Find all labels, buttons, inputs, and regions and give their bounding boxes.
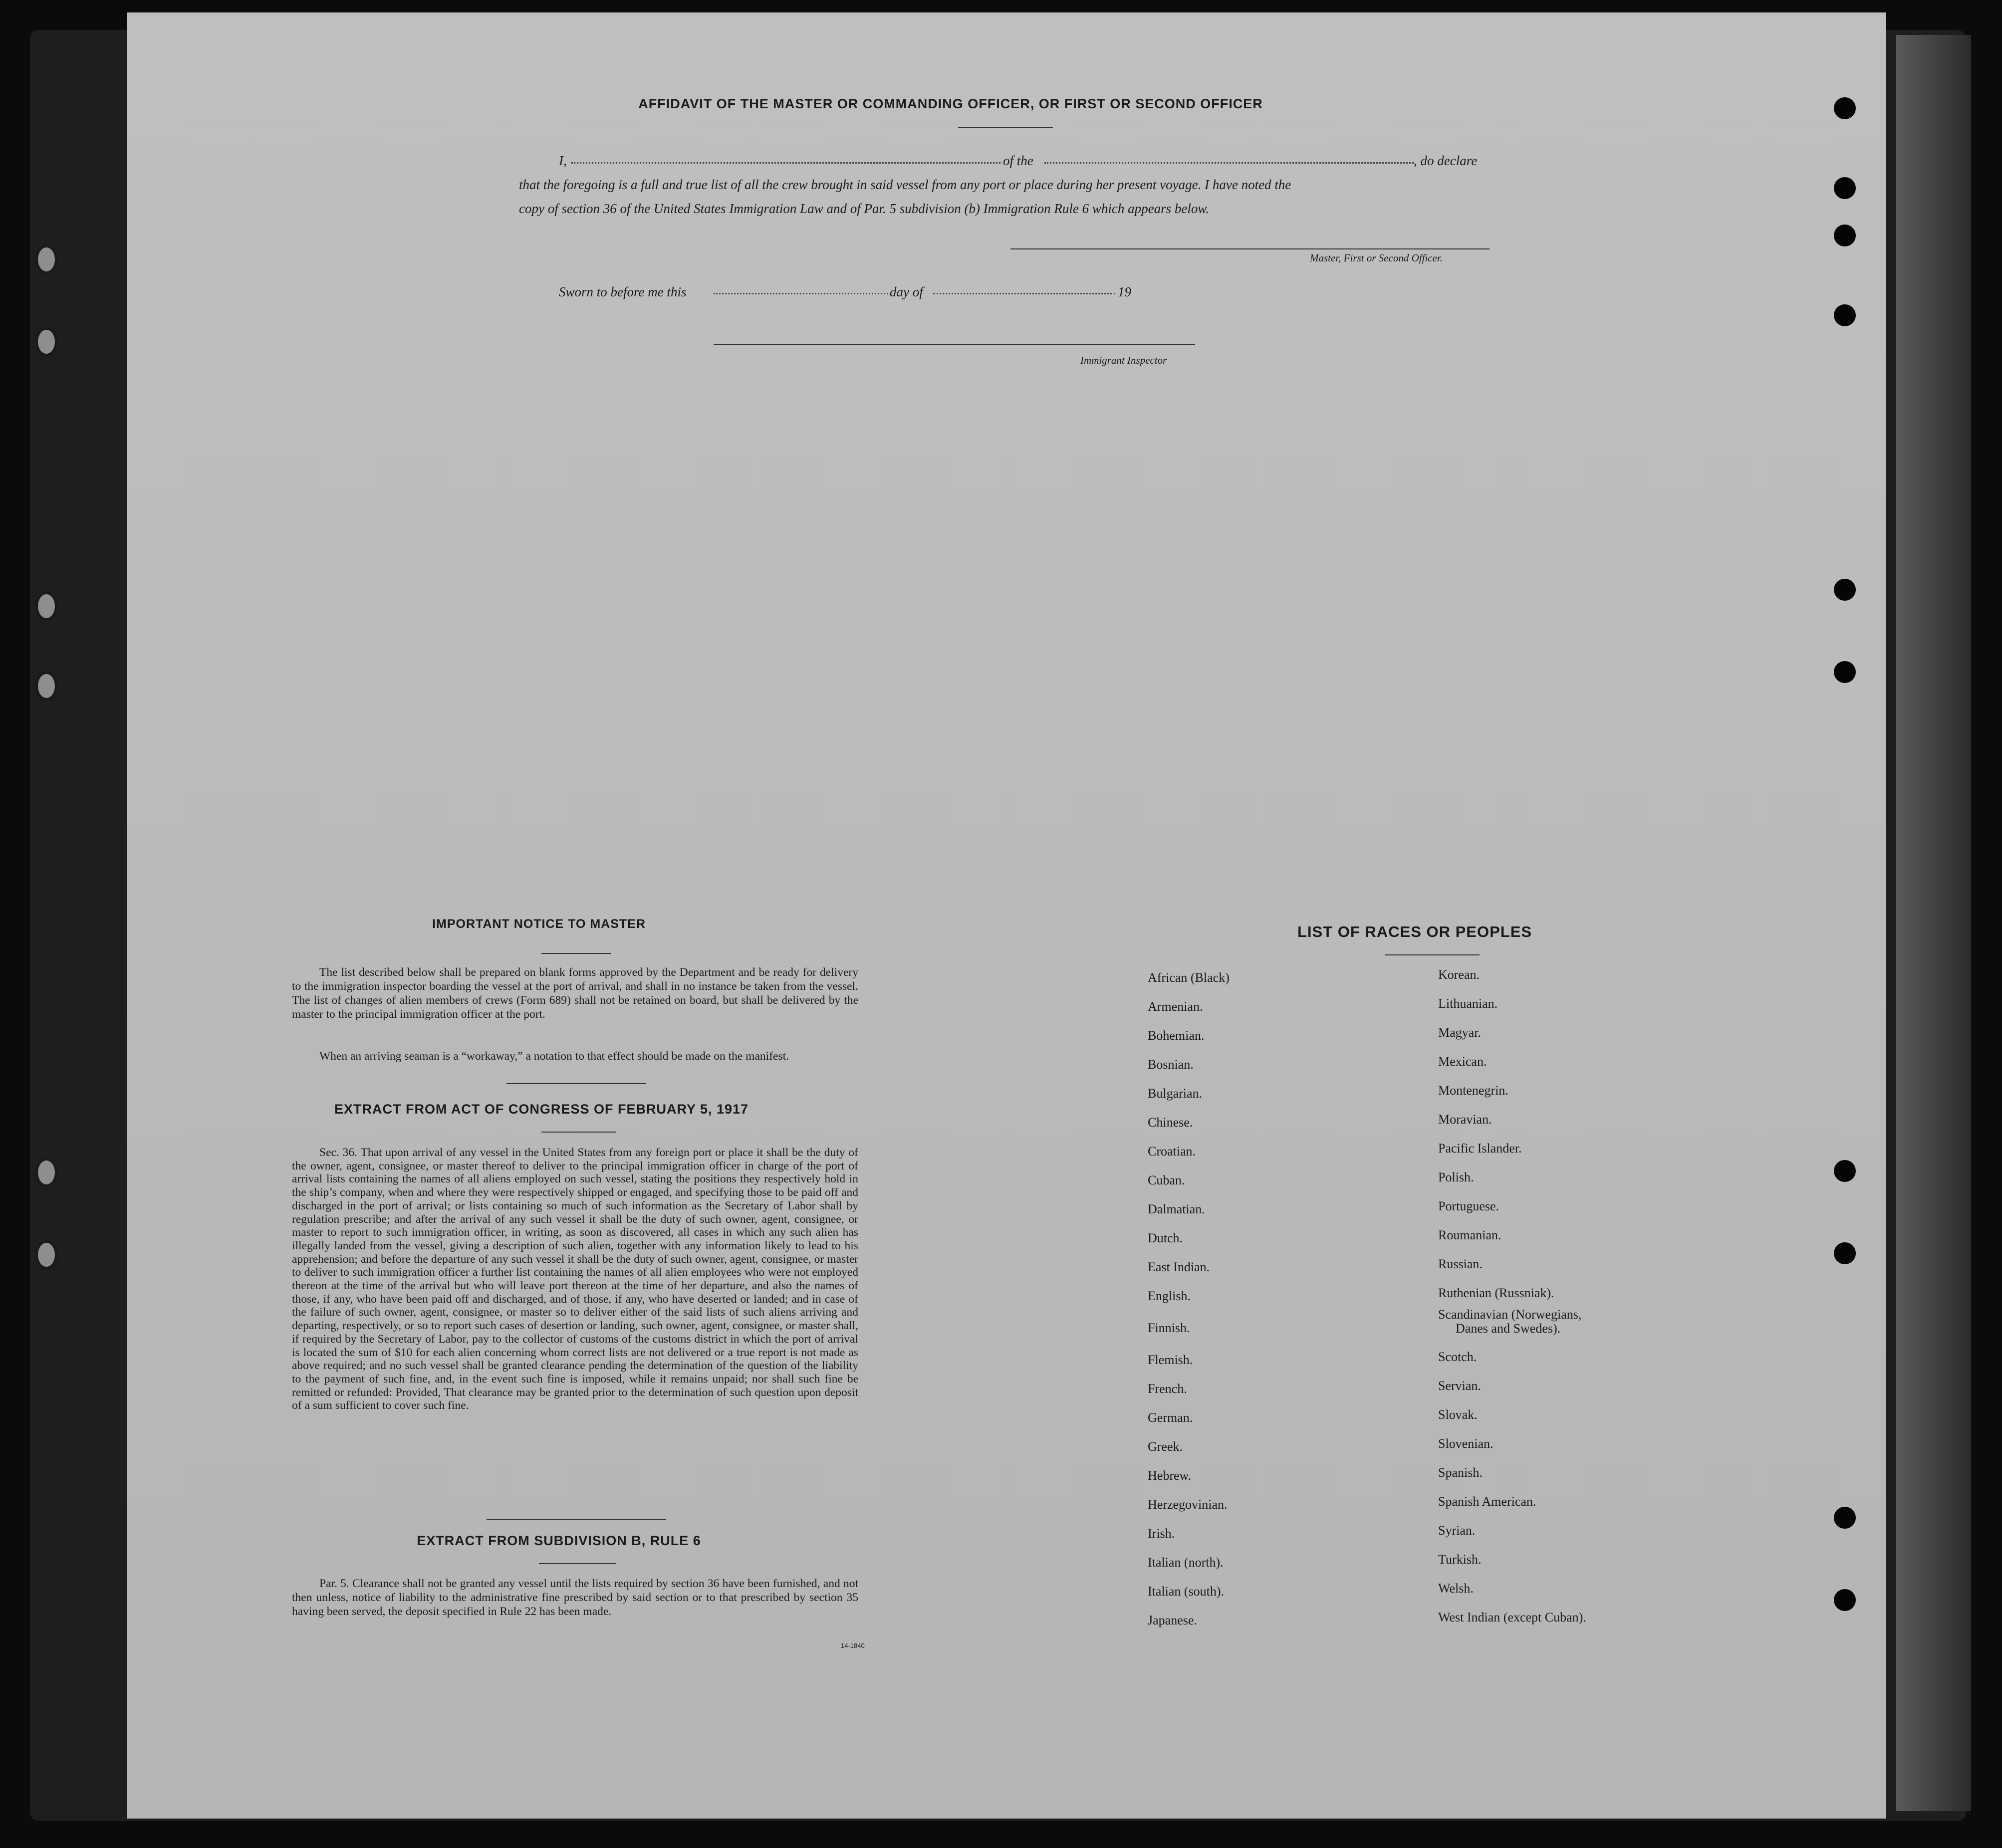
race-item: Roumanian.	[1438, 1228, 1502, 1242]
notice-paragraph-2: When an arriving seaman is a “workaway,” a notation to that effect should be made on the manifest.	[319, 1050, 789, 1063]
vessel-blank[interactable]	[1044, 162, 1414, 164]
race-item: Dutch.	[1148, 1231, 1183, 1245]
race-item: Italian (north).	[1148, 1555, 1224, 1570]
notice-divider	[541, 953, 611, 954]
sworn-day-blank[interactable]	[714, 293, 888, 294]
extract-act-body: Sec. 36. That upon arrival of any vessel in the United States from any foreign port or place it shall be the duty of the owner, agent, consignee, or master thereof to deliver to the principal immigration officer in charge of the port of arrival lists containing the names of all aliens employed on such vessel, stating the positions they respectively hold in the ship’s company, when and where they were respectively shipped or engaged, and specifying those to be paid off and discharged in the port of arrival; or lists containing so much of such information as the Secretary of Labor shall by regulation prescribe; and after the arrival of any such vessel it shall be the duty of such owner, agent, consignee, or master to report to such immigration officer, in writing, as soon as discovered, all cases in which any such alien has illegally landed from the vessel, giving a description of such alien, together with any information likely to lead to his apprehension; and before the departure of any such vessel it shall be the duty of such owner, agent, consignee, or master to deliver to such immigration officer a further list containing the names of all alien employees who were not employed thereon at the time of the arrival but who will leave port thereon at the time of her departure, and also the names of those, if any, who have been paid off and discharged, and of those, if any, who have deserted or landed; and in case of the failure of such owner, agent, consignee, or master so to deliver either of the said lists of such aliens arriving and departing, respectively, or so to report such cases of desertion or landing, such owner, agent, consignee, or master shall, if required by the Secretary of Labor, pay to the collector of customs of the customs district in which the port of arrival is located the sum of $10 for each alien concerning whom correct lists are not delivered or a true report is not made as above required; and no such vessel shall be granted clearance pending the determination of the question of the liability to the payment of such fine, and, in the event such fine is imposed, while it remains unpaid; nor shall such fine be remitted or refunded: Provided, That clearance may be granted prior to the determination of such question upon deposit of a sum sufficient to cover such fine.	[292, 1146, 858, 1412]
form-number: 14-1840	[841, 1642, 865, 1649]
extract-act-divider	[541, 1132, 616, 1133]
signature-line[interactable]	[1010, 248, 1490, 249]
race-item: Slovak.	[1438, 1407, 1478, 1422]
affidavit-line-3: copy of section 36 of the United States Immigration Law and of Par. 5 subdivision (b) Immigration Rule 6 which appears below.	[519, 201, 1210, 216]
race-item: Armenian.	[1148, 999, 1203, 1014]
race-item: Irish.	[1148, 1526, 1175, 1541]
race-item: Dalmatian.	[1148, 1202, 1205, 1216]
race-item: Montenegrin.	[1438, 1083, 1508, 1098]
notice-title: IMPORTANT NOTICE TO MASTER	[432, 917, 646, 931]
binder-ring-icon	[35, 327, 58, 357]
race-item-continuation: Danes and Swedes).	[1456, 1321, 1561, 1336]
races-title: LIST OF RACES OR PEOPLES	[1297, 923, 1532, 940]
race-item: Polish.	[1438, 1170, 1474, 1184]
race-item: Lithuanian.	[1438, 996, 1498, 1011]
stacked-pages-edge	[1896, 35, 1971, 1811]
punch-hole-icon	[1834, 1507, 1856, 1529]
race-item: Scandinavian (Norwegians, Danes and Swedes).	[1438, 1308, 1738, 1343]
race-item: Herzegovinian.	[1148, 1497, 1228, 1512]
race-item: German.	[1148, 1410, 1193, 1425]
race-item: Flemish.	[1148, 1353, 1193, 1367]
race-item: Bosnian.	[1148, 1057, 1194, 1072]
race-item: Scotch.	[1438, 1350, 1477, 1364]
punch-hole-icon	[1834, 177, 1856, 199]
affidavit-of-the-label: of the	[1003, 153, 1033, 168]
year-label: 19	[1118, 284, 1131, 299]
binder-ring-icon	[35, 1240, 58, 1270]
race-item: French.	[1148, 1382, 1187, 1396]
extract-act-title: EXTRACT FROM ACT OF CONGRESS OF FEBRUARY 5, 1917	[334, 1102, 749, 1117]
do-declare-label: , do declare	[1414, 153, 1478, 168]
punch-hole-icon	[1834, 661, 1856, 683]
inspector-signature-line[interactable]	[714, 344, 1195, 345]
race-item: Bulgarian.	[1148, 1086, 1203, 1101]
extract-rule-divider	[539, 1563, 616, 1564]
affidavit-title: AFFIDAVIT OF THE MASTER OR COMMANDING OFFICER, OR FIRST OR SECOND OFFICER	[638, 96, 1263, 111]
race-item: Chinese.	[1148, 1115, 1193, 1130]
binder-ring-icon	[35, 591, 58, 621]
race-item: English.	[1148, 1289, 1191, 1303]
race-item: Moravian.	[1438, 1112, 1492, 1127]
inspector-caption: Immigrant Inspector	[1080, 354, 1167, 366]
race-item: Turkish.	[1438, 1552, 1482, 1567]
race-item: East Indian.	[1148, 1260, 1210, 1274]
race-item: Spanish American.	[1438, 1494, 1536, 1509]
race-item: Pacific Islander.	[1438, 1141, 1522, 1155]
race-item: Hebrew.	[1148, 1468, 1192, 1483]
extract-act-end-divider	[487, 1519, 666, 1520]
name-blank[interactable]	[571, 162, 1001, 164]
race-item: Croatian.	[1148, 1144, 1196, 1158]
punch-hole-icon	[1834, 225, 1856, 246]
race-item: Korean.	[1438, 967, 1480, 982]
race-item: Magyar.	[1438, 1025, 1481, 1040]
race-item: Servian.	[1438, 1379, 1481, 1393]
race-item: Syrian.	[1438, 1523, 1476, 1538]
race-item: Italian (south).	[1148, 1584, 1225, 1599]
race-item: Japanese.	[1148, 1613, 1197, 1627]
race-item: African (Black)	[1148, 970, 1230, 985]
sworn-month-blank[interactable]	[933, 293, 1115, 294]
punch-hole-icon	[1834, 304, 1856, 326]
sworn-label: Sworn to before me this	[559, 284, 687, 299]
affidavit-i-label: I,	[559, 153, 567, 168]
race-item: Greek.	[1148, 1439, 1183, 1454]
race-item: Finnish.	[1148, 1321, 1190, 1335]
binder-ring-icon	[35, 244, 58, 274]
notice-paragraph-1: The list described below shall be prepared on blank forms approved by the Department and be ready for delivery to the immigration inspector boarding the vessel at the port of arrival, and shall in no instance be taken from the vessel. The list of changes of alien members of crews (Form 689) shall not be retained on board, but shall be delivered by the master to the principal immigration officer at the port.	[292, 966, 858, 1021]
races-left-column	[1148, 963, 1427, 1635]
extract-rule-body: Par. 5. Clearance shall not be granted any vessel until the lists required by section 36 have been furnished, and not then unless, notice of liability to the administrative fine prescribed by said section or to that prescribed by section 35 having been served, the deposit specified in Rule 22 has been made.	[292, 1577, 858, 1618]
race-item: Portuguese.	[1438, 1199, 1500, 1213]
punch-hole-icon	[1834, 1242, 1856, 1264]
race-item: Slovenian.	[1438, 1436, 1494, 1451]
extract-rule-title: EXTRACT FROM SUBDIVISION B, RULE 6	[417, 1533, 701, 1548]
punch-hole-icon	[1834, 579, 1856, 601]
race-item: Bohemian.	[1148, 1028, 1205, 1043]
race-item: Cuban.	[1148, 1173, 1185, 1187]
binder-ring-icon	[35, 671, 58, 701]
races-right-column	[1438, 960, 1738, 1632]
document-page	[127, 12, 1886, 1819]
race-item: West Indian (except Cuban).	[1438, 1610, 1586, 1624]
punch-hole-icon	[1834, 1589, 1856, 1611]
race-item: Mexican.	[1438, 1054, 1487, 1069]
title-divider	[958, 127, 1053, 128]
punch-hole-icon	[1834, 97, 1856, 119]
affidavit-line-2: that the foregoing is a full and true list of all the crew brought in said vessel from any port or place during her present voyage. I have noted the	[519, 177, 1291, 192]
signature-caption: Master, First or Second Officer.	[1310, 252, 1443, 264]
notice-end-divider	[506, 1083, 646, 1084]
races-divider	[1385, 954, 1480, 955]
punch-hole-icon	[1834, 1160, 1856, 1182]
race-item: Welsh.	[1438, 1581, 1474, 1596]
race-item: Ruthenian (Russniak).	[1438, 1286, 1554, 1300]
race-item: Russian.	[1438, 1257, 1483, 1271]
race-item: Spanish.	[1438, 1465, 1483, 1480]
binder-ring-icon	[35, 1157, 58, 1187]
day-of-label: day of	[890, 284, 923, 299]
